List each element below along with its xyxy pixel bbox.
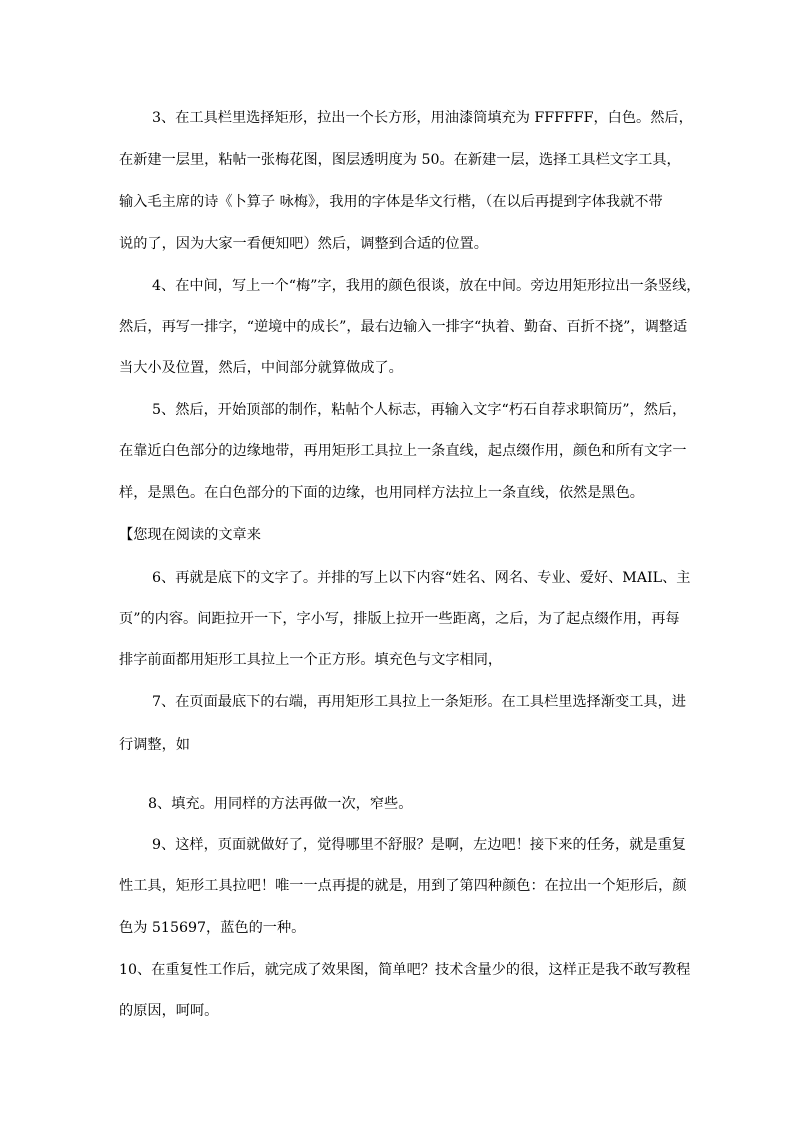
step-4-line-3: 当大小及位置，然后，中间部分就算做成了。 — [119, 360, 403, 376]
step-5-line-2: 在靠近白色部分的边缘地带，再用矩形工具拉上一条直线，起点缀作用，颜色和所有文字一 — [119, 443, 687, 459]
step-9-line-3: 色为 515697，蓝色的一种。 — [119, 920, 306, 936]
step-6-line-2: 页”的内容。间距拉开一下，字小写，排版上拉开一些距离，之后，为了起点缀作用，再每 — [119, 611, 680, 627]
step-4-line-1: 4、在中间，写上一个“梅”字，我用的颜色很谈，放在中间。旁边用矩形拉出一条竖线， — [152, 278, 701, 294]
step-3-line-1: 3、在工具栏里选择矩形，拉出一个长方形，用油漆筒填充为 FFFFFF，白色。然后， — [152, 110, 693, 126]
step-3-line-3: 输入毛主席的诗《卜算子 咏梅》，我用的字体是华文行楷，（在以后再提到字体我就不带 — [119, 194, 663, 210]
step-10-line-2: 的原因，呵呵。 — [119, 1003, 219, 1019]
source-note: 【您现在阅读的文章来 — [119, 527, 261, 543]
step-3-line-4: 说的了，因为大家一看便知吧）然后，调整到合适的位置。 — [119, 236, 488, 252]
step-4-line-2: 然后，再写一排字，“逆境中的成长”，最右边输入一排字“执着、勤奋、百折不挠”，调整适 — [119, 319, 688, 335]
step-3-line-2: 在新建一层里，粘帖一张梅花图，图层透明度为 50。在新建一层，选择工具栏文字工具， — [119, 152, 681, 168]
step-6-line-1: 6、再就是底下的文字了。并排的写上以下内容“姓名、网名、专业、爱好、MAIL、主 — [152, 570, 691, 586]
step-7-line-2: 行调整，如 — [119, 737, 190, 753]
step-7-line-1: 7、在页面最底下的右端，再用矩形工具拉上一条矩形。在工具栏里选择渐变工具，进 — [152, 694, 686, 710]
step-6-line-3: 排字前面都用矩形工具拉上一个正方形。填充色与文字相同， — [119, 652, 503, 668]
step-10-line-1: 10、在重复性工作后，就完成了效果图，简单吧？技术含量少的很，这样正是我不敢写教程 — [119, 962, 691, 978]
step-5-line-3: 样，是黑色。在白色部分的下面的边缘，也用同样方法拉上一条直线，依然是黑色。 — [119, 485, 644, 501]
step-9-line-1: 9、这样，页面就做好了，觉得哪里不舒服？是啊，左边吧！接下来的任务，就是重复 — [152, 837, 686, 853]
step-5-line-1: 5、然后，开始顶部的制作，粘帖个人标志，再输入文字“朽石自荐求职简历”，然后， — [152, 402, 687, 418]
step-8-line-1: 8、填充。用同样的方法再做一次，窄些。 — [148, 796, 413, 812]
step-9-line-2: 性工具，矩形工具拉吧！唯一一点再提的就是，用到了第四种颜色：在拉出一个矩形后，颜 — [119, 878, 687, 894]
